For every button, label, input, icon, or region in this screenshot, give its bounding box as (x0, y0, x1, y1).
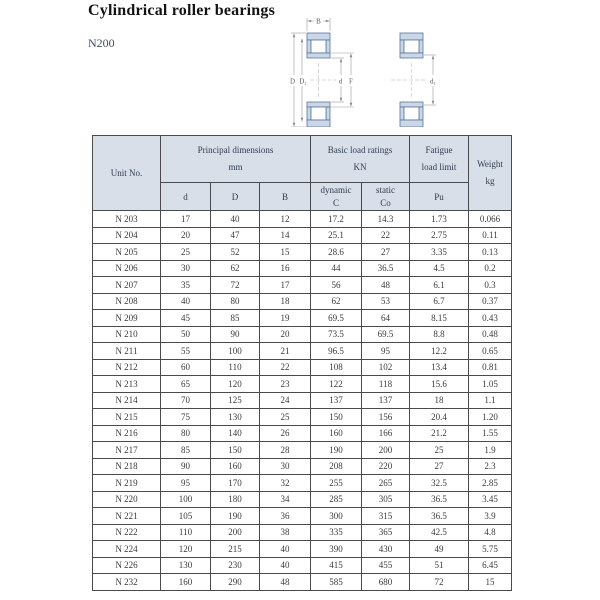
col-header-D: D (211, 183, 260, 211)
cell-d: 17 (161, 211, 211, 228)
cell-static-co: 137 (362, 392, 410, 409)
cell-static-co: 365 (362, 524, 410, 541)
cell-unit-no: N 217 (93, 442, 161, 459)
cell-D: 230 (211, 557, 260, 574)
cell-d: 40 (161, 293, 211, 310)
cell-unit-no: N 207 (93, 277, 161, 294)
bearing-diagram-svg (278, 5, 473, 127)
cell-unit-no: N 213 (93, 376, 161, 393)
cell-weight: 0.2 (469, 260, 512, 277)
cell-static-co: 200 (362, 442, 410, 459)
cell-pu: 15.6 (410, 376, 469, 393)
centerlines (298, 63, 440, 97)
cell-d: 20 (161, 227, 211, 244)
cell-weight: 0.48 (469, 326, 512, 343)
col-header-fatigue-line1: Fatigue (425, 144, 453, 155)
cell-B: 16 (260, 260, 311, 277)
cell-dynamic-c: 44 (311, 260, 362, 277)
cell-dynamic-c: 108 (311, 359, 362, 376)
cell-B: 19 (260, 310, 311, 327)
cell-B: 20 (260, 326, 311, 343)
cell-D: 130 (211, 409, 260, 426)
cell-d: 85 (161, 442, 211, 459)
table-row (93, 475, 512, 492)
cell-static-co: 455 (362, 557, 410, 574)
cell-unit-no: N 226 (93, 557, 161, 574)
cell-d: 60 (161, 359, 211, 376)
table-row (93, 277, 512, 294)
cell-D: 140 (211, 425, 260, 442)
series-label: N200 (88, 36, 115, 50)
cell-static-co: 265 (362, 475, 410, 492)
table-row (93, 326, 512, 343)
col-header-basic-load (311, 136, 410, 183)
cell-dynamic-c: 160 (311, 425, 362, 442)
col-header-dynamic-line1: dynamic (320, 184, 352, 195)
cell-weight: 15 (469, 574, 512, 591)
cell-static-co: 14.3 (362, 211, 410, 228)
table-row (93, 293, 512, 310)
cell-weight: 5.75 (469, 541, 512, 558)
cell-d: 55 (161, 343, 211, 360)
cell-weight: 2.85 (469, 475, 512, 492)
cell-weight: 3.45 (469, 491, 512, 508)
cell-weight: 2.3 (469, 458, 512, 475)
col-header-B: B (260, 183, 311, 211)
cell-unit-no: N 216 (93, 425, 161, 442)
cell-weight: 4.8 (469, 524, 512, 541)
table-row (93, 425, 512, 442)
cell-D: 170 (211, 475, 260, 492)
cell-d: 70 (161, 392, 211, 409)
cell-pu: 8.15 (410, 310, 469, 327)
cell-B: 38 (260, 524, 311, 541)
cell-weight: 0.81 (469, 359, 512, 376)
cell-d: 90 (161, 458, 211, 475)
cell-B: 40 (260, 541, 311, 558)
cell-d: 75 (161, 409, 211, 426)
cell-unit-no: N 210 (93, 326, 161, 343)
col-header-static-co (362, 183, 410, 211)
cell-dynamic-c: 285 (311, 491, 362, 508)
cell-D: 110 (211, 359, 260, 376)
cell-dynamic-c: 415 (311, 557, 362, 574)
cell-B: 18 (260, 293, 311, 310)
cell-B: 32 (260, 475, 311, 492)
cell-dynamic-c: 300 (311, 508, 362, 525)
cell-D: 100 (211, 343, 260, 360)
cell-B: 17 (260, 277, 311, 294)
cell-weight: 6.45 (469, 557, 512, 574)
table-row (93, 409, 512, 426)
col-header-basic-load-line2: KN (353, 162, 367, 172)
cell-B: 25 (260, 409, 311, 426)
cell-dynamic-c: 25.1 (311, 227, 362, 244)
cell-static-co: 118 (362, 376, 410, 393)
spec-table (92, 135, 512, 591)
cell-D: 80 (211, 293, 260, 310)
spec-table-body (93, 211, 512, 591)
cell-B: 48 (260, 574, 311, 591)
cell-pu: 3.35 (410, 244, 469, 261)
cell-dynamic-c: 335 (311, 524, 362, 541)
cell-B: 30 (260, 458, 311, 475)
cell-static-co: 102 (362, 359, 410, 376)
col-header-principal-line2: mm (228, 162, 243, 172)
cell-unit-no: N 215 (93, 409, 161, 426)
cell-D: 62 (211, 260, 260, 277)
cell-dynamic-c: 190 (311, 442, 362, 459)
cell-d: 50 (161, 326, 211, 343)
col-header-weight-line1: Weight (477, 158, 503, 169)
col-header-pu: Pu (410, 183, 469, 211)
cell-static-co: 69.5 (362, 326, 410, 343)
cell-d: 35 (161, 277, 211, 294)
col-header-weight-line2: kg (485, 176, 495, 186)
cell-B: 40 (260, 557, 311, 574)
cell-unit-no: N 212 (93, 359, 161, 376)
cell-static-co: 22 (362, 227, 410, 244)
col-header-fatigue-line2: load limit (421, 162, 457, 172)
cell-d: 25 (161, 244, 211, 261)
cell-pu: 49 (410, 541, 469, 558)
col-header-principal-dimensions (161, 136, 311, 183)
dim-label-bore: d (338, 77, 343, 86)
cell-dynamic-c: 17.2 (311, 211, 362, 228)
col-header-principal-line1: Principal dimensions (197, 144, 274, 155)
cell-static-co: 220 (362, 458, 410, 475)
table-row (93, 244, 512, 261)
bearing-diagram (278, 5, 473, 127)
col-header-unit-no: Unit No. (93, 136, 161, 211)
cell-B: 36 (260, 508, 311, 525)
table-row (93, 260, 512, 277)
cell-unit-no: N 221 (93, 508, 161, 525)
cell-dynamic-c: 150 (311, 409, 362, 426)
cell-unit-no: N 209 (93, 310, 161, 327)
cell-B: 22 (260, 359, 311, 376)
cell-weight: 1.20 (469, 409, 512, 426)
table-row (93, 227, 512, 244)
table-row (93, 491, 512, 508)
cell-weight: 0.11 (469, 227, 512, 244)
cell-unit-no: N 214 (93, 392, 161, 409)
dim-label-d1-outer: D₁ (299, 77, 307, 86)
cell-D: 180 (211, 491, 260, 508)
cell-pu: 1.73 (410, 211, 469, 228)
cell-dynamic-c: 122 (311, 376, 362, 393)
cell-weight: 0.066 (469, 211, 512, 228)
cell-D: 72 (211, 277, 260, 294)
cell-d: 45 (161, 310, 211, 327)
cell-d: 110 (161, 524, 211, 541)
dim-label-b: B (316, 17, 321, 26)
cell-d: 130 (161, 557, 211, 574)
cell-dynamic-c: 137 (311, 392, 362, 409)
cell-unit-no: N 211 (93, 343, 161, 360)
table-row (93, 359, 512, 376)
cell-dynamic-c: 62 (311, 293, 362, 310)
cell-pu: 72 (410, 574, 469, 591)
table-row (93, 442, 512, 459)
cell-d: 160 (161, 574, 211, 591)
cell-static-co: 27 (362, 244, 410, 261)
table-row (93, 392, 512, 409)
cell-pu: 21.2 (410, 425, 469, 442)
cell-D: 52 (211, 244, 260, 261)
dim-label-f: F (349, 77, 353, 86)
cell-D: 47 (211, 227, 260, 244)
cell-unit-no: N 205 (93, 244, 161, 261)
cell-dynamic-c: 69.5 (311, 310, 362, 327)
cell-B: 28 (260, 442, 311, 459)
cell-d: 65 (161, 376, 211, 393)
page-title: Cylindrical roller bearings (88, 2, 276, 19)
cell-static-co: 48 (362, 277, 410, 294)
cell-pu: 8.8 (410, 326, 469, 343)
cell-static-co: 156 (362, 409, 410, 426)
table-row (93, 310, 512, 327)
cell-pu: 2.75 (410, 227, 469, 244)
cell-dynamic-c: 96.5 (311, 343, 362, 360)
table-row (93, 508, 512, 525)
cell-D: 125 (211, 392, 260, 409)
dim-label-d-outer: D (289, 77, 296, 86)
table-row (93, 524, 512, 541)
cell-pu: 51 (410, 557, 469, 574)
cell-pu: 18 (410, 392, 469, 409)
cell-pu: 32.5 (410, 475, 469, 492)
cell-weight: 3.9 (469, 508, 512, 525)
cell-weight: 0.43 (469, 310, 512, 327)
cell-B: 12 (260, 211, 311, 228)
cell-D: 40 (211, 211, 260, 228)
cell-D: 190 (211, 508, 260, 525)
dim-label-d1-bore: d₁ (430, 77, 436, 86)
cell-pu: 36.5 (410, 491, 469, 508)
cell-static-co: 315 (362, 508, 410, 525)
cell-weight: 0.13 (469, 244, 512, 261)
cell-unit-no: N 224 (93, 541, 161, 558)
cell-D: 200 (211, 524, 260, 541)
cell-B: 14 (260, 227, 311, 244)
cell-pu: 13.4 (410, 359, 469, 376)
cell-unit-no: N 218 (93, 458, 161, 475)
cell-D: 290 (211, 574, 260, 591)
cell-dynamic-c: 208 (311, 458, 362, 475)
table-row (93, 458, 512, 475)
col-header-basic-load-line1: Basic load ratings (327, 144, 393, 155)
cell-pu: 36.5 (410, 508, 469, 525)
table-row (93, 574, 512, 591)
cell-unit-no: N 220 (93, 491, 161, 508)
cell-B: 21 (260, 343, 311, 360)
table-row (93, 343, 512, 360)
cell-unit-no: N 208 (93, 293, 161, 310)
spec-table-header (93, 136, 512, 211)
cell-dynamic-c: 28.6 (311, 244, 362, 261)
cell-dynamic-c: 390 (311, 541, 362, 558)
cell-static-co: 53 (362, 293, 410, 310)
cell-d: 100 (161, 491, 211, 508)
cell-D: 85 (211, 310, 260, 327)
cell-D: 215 (211, 541, 260, 558)
cell-static-co: 680 (362, 574, 410, 591)
cell-static-co: 64 (362, 310, 410, 327)
cell-d: 105 (161, 508, 211, 525)
cell-D: 120 (211, 376, 260, 393)
cell-dynamic-c: 73.5 (311, 326, 362, 343)
table-row (93, 211, 512, 228)
cell-d: 30 (161, 260, 211, 277)
cell-pu: 6.7 (410, 293, 469, 310)
cell-pu: 6.1 (410, 277, 469, 294)
cell-pu: 4.5 (410, 260, 469, 277)
cell-static-co: 36.5 (362, 260, 410, 277)
cell-static-co: 166 (362, 425, 410, 442)
cell-pu: 27 (410, 458, 469, 475)
cell-pu: 20.4 (410, 409, 469, 426)
cell-weight: 0.37 (469, 293, 512, 310)
cell-B: 23 (260, 376, 311, 393)
col-header-static-line1: static (376, 184, 396, 195)
cell-unit-no: N 206 (93, 260, 161, 277)
cell-B: 34 (260, 491, 311, 508)
cell-dynamic-c: 585 (311, 574, 362, 591)
cell-D: 90 (211, 326, 260, 343)
cell-d: 120 (161, 541, 211, 558)
table-row (93, 376, 512, 393)
cell-dynamic-c: 56 (311, 277, 362, 294)
cell-unit-no: N 219 (93, 475, 161, 492)
cell-B: 26 (260, 425, 311, 442)
cell-unit-no: N 204 (93, 227, 161, 244)
col-header-dynamic-c (311, 183, 362, 211)
col-header-dynamic-line2: C (333, 197, 340, 208)
cell-weight: 0.3 (469, 277, 512, 294)
cell-unit-no: N 222 (93, 524, 161, 541)
cell-d: 80 (161, 425, 211, 442)
cell-d: 95 (161, 475, 211, 492)
cell-D: 150 (211, 442, 260, 459)
cell-static-co: 430 (362, 541, 410, 558)
cell-dynamic-c: 255 (311, 475, 362, 492)
cell-B: 24 (260, 392, 311, 409)
col-header-static-line2: Co (380, 197, 391, 208)
cell-pu: 12.2 (410, 343, 469, 360)
cell-weight: 1.1 (469, 392, 512, 409)
col-header-fatigue-load-limit (410, 136, 469, 183)
cell-pu: 25 (410, 442, 469, 459)
cell-D: 160 (211, 458, 260, 475)
cell-weight: 1.9 (469, 442, 512, 459)
cell-weight: 0.65 (469, 343, 512, 360)
cell-weight: 1.05 (469, 376, 512, 393)
table-row (93, 557, 512, 574)
cell-unit-no: N 232 (93, 574, 161, 591)
cell-static-co: 95 (362, 343, 410, 360)
cell-static-co: 305 (362, 491, 410, 508)
table-row (93, 541, 512, 558)
cell-weight: 1.55 (469, 425, 512, 442)
col-header-d: d (161, 183, 211, 211)
cell-pu: 42.5 (410, 524, 469, 541)
cell-B: 15 (260, 244, 311, 261)
cell-unit-no: N 203 (93, 211, 161, 228)
col-header-weight (469, 136, 512, 211)
